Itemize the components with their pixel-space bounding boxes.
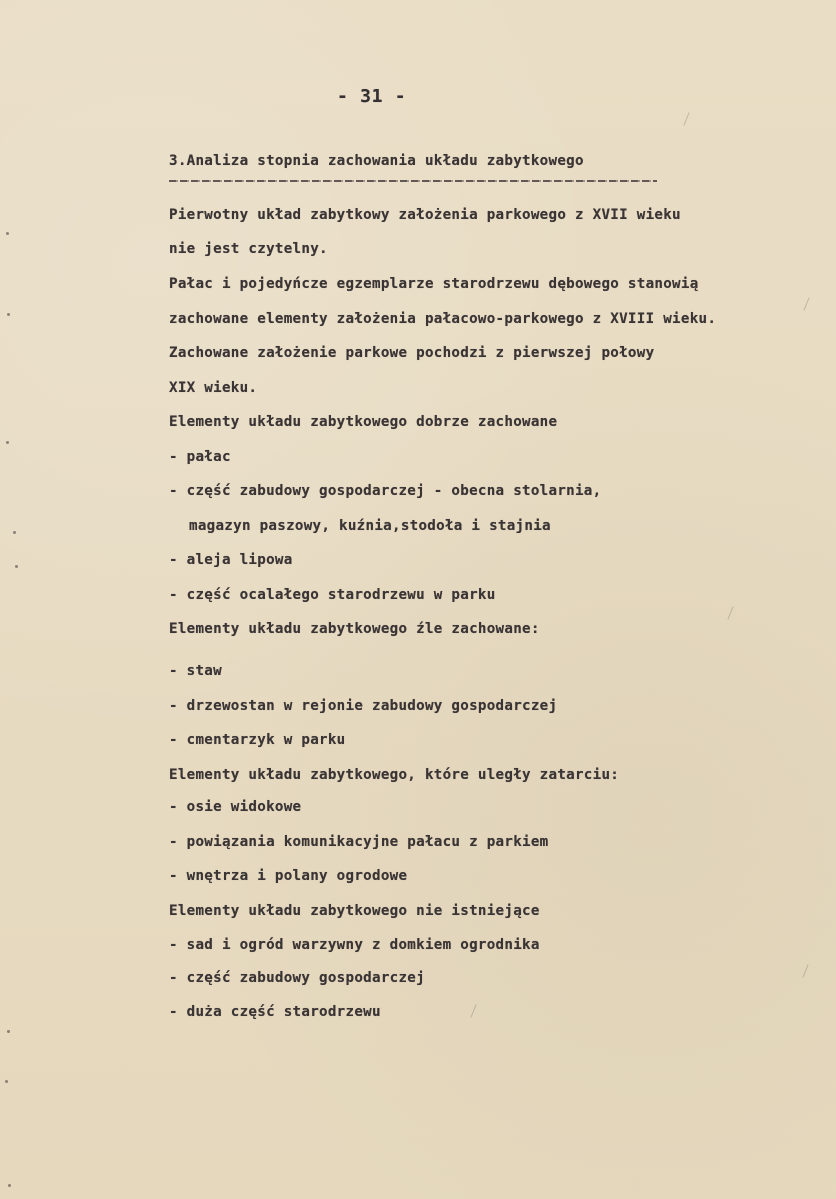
paper-speck [13, 531, 16, 534]
document-line: - staw [169, 663, 222, 679]
document-line: Elementy układu zabytkowego nie istniejące [169, 903, 540, 919]
document-line: Elementy układu zabytkowego, które uległy zatarciu: [169, 767, 620, 783]
document-line: Elementy układu zabytkowego źle zachowane: [169, 621, 540, 637]
paper-speck [6, 441, 9, 444]
document-line: - pałac [169, 449, 231, 465]
paper-mark [803, 297, 809, 310]
document-line: XIX wieku. [169, 380, 258, 396]
document-line: - osie widokowe [169, 799, 302, 815]
document-line: - aleja lipowa [169, 552, 293, 568]
paper-speck [5, 1080, 8, 1083]
section-heading-title: 3.Analiza stopnia zachowania układu zabytkowego [169, 153, 584, 169]
paper-mark [802, 964, 808, 977]
paper-speck [6, 232, 9, 235]
document-line: zachowane elementy założenia pałacowo-parkowego z XVIII wieku. [169, 311, 717, 327]
paper-speck [7, 1030, 10, 1033]
paper-mark [683, 112, 689, 125]
document-line: Pierwotny układ zabytkowy założenia parkowego z XVII wieku [169, 207, 681, 223]
document-line: nie jest czytelny. [169, 241, 328, 257]
document-line: - sad i ogród warzywny z domkiem ogrodnika [169, 937, 540, 953]
document-line: - część ocalałego starodrzewu w parku [169, 587, 496, 603]
paper-mark [727, 606, 733, 619]
document-line: - powiązania komunikacyjne pałacu z parkiem [169, 834, 549, 850]
section-heading [169, 153, 669, 183]
page-number: - 31 - [337, 86, 407, 107]
document-line: Zachowane założenie parkowe pochodzi z pierwszej połowy [169, 345, 655, 361]
document-line: - część zabudowy gospodarczej - obecna stolarnia, [169, 483, 602, 499]
section-heading-rule [169, 180, 657, 182]
document-line: - drzewostan w rejonie zabudowy gospodarczej [169, 698, 558, 714]
document-line: - cmentarzyk w parku [169, 732, 346, 748]
paper-speck [15, 565, 18, 568]
document-line: magazyn paszowy, kuźnia,stodoła i stajnia [189, 518, 551, 534]
document-line: Pałac i pojedyńcze egzemplarze starodrzewu dębowego stanowią [169, 276, 699, 292]
document-line: Elementy układu zabytkowego dobrze zachowane [169, 414, 558, 430]
document-line: - wnętrza i polany ogrodowe [169, 868, 408, 884]
paper-speck [8, 1184, 11, 1187]
document-line: - część zabudowy gospodarczej [169, 970, 425, 986]
document-line: - duża część starodrzewu [169, 1004, 381, 1020]
paper-speck [7, 313, 10, 316]
paper-mark [470, 1004, 476, 1017]
